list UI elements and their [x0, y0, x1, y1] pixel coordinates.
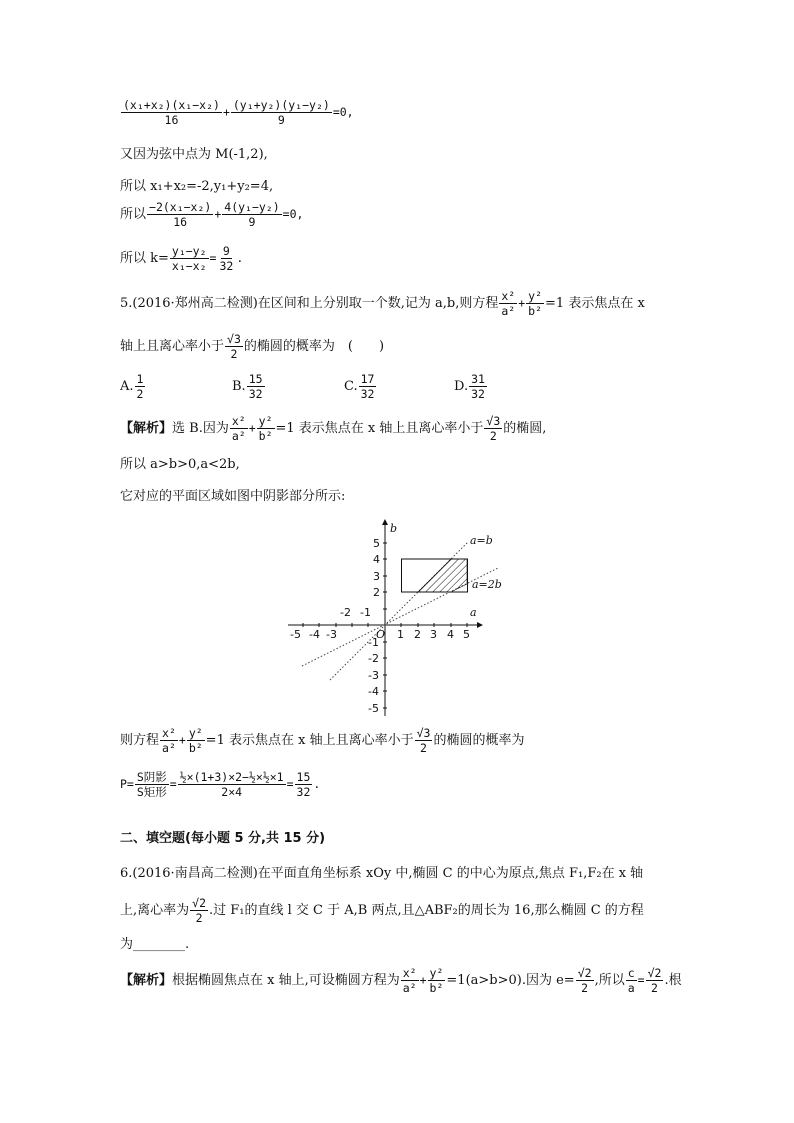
solution-5-line-2: 所以 a>b>0,a<2b,	[120, 457, 240, 472]
text-line-3: 所以 x₁+x₂=-2,y₁+y₂=4,	[120, 179, 274, 194]
solution-5-line-4	[120, 726, 524, 755]
equals-sign: =	[169, 777, 177, 791]
y-tick-label: -5	[368, 702, 379, 715]
denominator: b²	[528, 304, 543, 318]
origin-label: O	[376, 628, 386, 641]
x-tick-label: 1	[397, 628, 404, 641]
equation-tail: =0,	[282, 207, 304, 221]
text-prefix: 所以 k=	[120, 251, 169, 266]
denominator: 2	[420, 741, 427, 755]
y-tick-label: -2	[368, 652, 379, 665]
numerator: √3	[416, 726, 431, 740]
fraction	[160, 726, 178, 755]
equals-sign: =	[209, 251, 217, 265]
y-axis-name: b	[390, 522, 398, 535]
denominator: 2	[136, 387, 144, 401]
probability-formula	[120, 770, 320, 799]
numerator: √2	[577, 966, 592, 980]
denominator: a²	[162, 741, 176, 755]
text-line-2: 又因为弦中点为 M(-1,2),	[120, 147, 268, 162]
question-text: .过 F₁的直线 l 交 C 于 A,B 两点,且△ABF₂的周长为 16,那么椭圆 C 的方程	[209, 903, 644, 918]
numerator: S阴影	[136, 770, 167, 784]
fraction	[231, 98, 332, 127]
fraction	[484, 414, 502, 443]
x-tick-label: -4	[309, 628, 320, 641]
fraction	[401, 966, 419, 995]
y-tick-label: 3	[373, 570, 380, 583]
solution-text: 的椭圆,	[503, 421, 547, 436]
solution-text: 的椭圆的概率为	[433, 733, 525, 748]
shaded-region	[418, 559, 467, 592]
y-axis-arrow	[382, 519, 388, 525]
denominator: b²	[188, 741, 203, 755]
y-tick-label: 5	[373, 537, 380, 550]
numerator: √2	[192, 896, 206, 910]
denominator: 2	[581, 981, 589, 995]
numerator: x²	[402, 966, 417, 980]
fraction	[222, 200, 281, 229]
fraction	[187, 726, 205, 755]
equation-line-1	[120, 98, 354, 127]
fraction	[135, 770, 169, 799]
numerator: 15	[248, 372, 263, 386]
denominator: 32	[248, 387, 263, 401]
question-text: =1 表示焦点在 x	[545, 296, 645, 311]
plus-sign: +	[222, 105, 230, 119]
option-key: B.	[232, 379, 246, 394]
solution-5-line-3: 它对应的平面区域如图中阴影部分所示:	[120, 489, 346, 504]
question-text: 的椭圆的概率为 ( )	[243, 339, 385, 354]
denominator: 2	[230, 347, 238, 361]
denominator: 2×4	[221, 785, 243, 799]
numerator: 17	[360, 372, 375, 386]
solution-text: .根	[664, 973, 682, 988]
plus-sign: +	[419, 973, 427, 987]
denominator: 9	[248, 215, 256, 229]
x-tick-label: -2	[340, 606, 351, 619]
denominator: x₁−x₂	[171, 259, 207, 273]
question-text: 上,离心率为	[120, 903, 190, 918]
y-tick-label: 2	[373, 586, 380, 599]
denominator: 2	[195, 911, 203, 925]
denominator: 16	[173, 215, 188, 229]
numerator: √2	[647, 966, 662, 980]
solution-text: 则方程	[120, 733, 160, 748]
fraction	[178, 770, 286, 799]
denominator: a²	[501, 304, 516, 318]
equals-sign: =	[286, 777, 294, 791]
solution-text: 根据椭圆焦点在 x 轴上,可设椭圆方程为	[172, 973, 400, 988]
equation-tail: =0,	[332, 105, 354, 119]
question-text: 轴上且离心率小于	[120, 339, 225, 354]
x-tick-label: 2	[414, 628, 421, 641]
fraction	[225, 332, 243, 361]
numerator: 4(y₁−y₂)	[224, 200, 280, 214]
line-a-equals-2b-label: a=2b	[472, 578, 502, 591]
x-tick-label: -3	[326, 628, 337, 641]
plus-sign: +	[518, 296, 526, 310]
fraction	[247, 372, 265, 401]
solution-text: =1(a>b>0).因为 e=	[446, 973, 575, 988]
y-tick-label: -3	[368, 669, 379, 682]
y-tick-label: -4	[368, 685, 379, 698]
numerator: y₁−y₂	[171, 244, 207, 258]
x-axis-arrow	[477, 622, 483, 628]
denominator: a²	[231, 429, 246, 443]
numerator: c	[627, 966, 635, 980]
denominator: 16	[164, 113, 179, 127]
option-a	[120, 372, 146, 401]
fraction	[415, 726, 433, 755]
option-key: A.	[120, 379, 134, 394]
formula-tail: .	[313, 777, 321, 791]
numerator: (x₁+x₂)(x₁−x₂)	[123, 98, 220, 112]
equation-line-5	[120, 244, 243, 273]
option-key: D.	[454, 379, 469, 394]
numerator: √3	[486, 414, 501, 428]
equation-line-4	[120, 200, 303, 229]
question-5-line-1	[120, 289, 645, 318]
plus-sign: +	[214, 207, 222, 221]
numerator: x²	[231, 414, 246, 428]
text-prefix: 所以	[120, 207, 147, 222]
denominator: 2	[489, 429, 497, 443]
solution-text: =1 表示焦点在 x 轴上且离心率小于	[205, 733, 414, 748]
denominator: 32	[219, 259, 234, 273]
fraction	[359, 372, 377, 401]
denominator: b²	[258, 429, 273, 443]
fraction	[576, 966, 594, 995]
fraction	[626, 966, 637, 995]
solution-tag: 【解析】	[120, 973, 173, 988]
numerator: x²	[501, 289, 516, 303]
question-5-line-2	[120, 332, 384, 361]
fraction	[230, 414, 248, 443]
x-tick-label: 3	[430, 628, 437, 641]
question-6-line-3: 为________.	[120, 937, 190, 952]
numerator: 15	[296, 770, 311, 784]
question-text: 5.(2016·郑州高二检测)在区间和上分别取一个数,记为 a,b,则方程	[120, 296, 499, 311]
line-a-equals-2b	[302, 568, 498, 666]
numerator: 31	[471, 372, 485, 386]
fraction	[147, 200, 213, 229]
question-6-line-2	[120, 896, 644, 925]
y-tick-label: 4	[373, 553, 380, 566]
solution-5-line-1	[120, 414, 546, 443]
formula-prefix: P=	[120, 777, 134, 791]
solution-tag: 【解析】	[120, 421, 173, 436]
fraction	[170, 244, 209, 273]
numerator: 9	[222, 244, 230, 258]
fraction	[499, 289, 517, 318]
fraction	[526, 289, 544, 318]
numerator: y²	[188, 726, 203, 740]
x-axis-name: a	[470, 606, 477, 619]
option-c	[344, 372, 377, 401]
fraction	[135, 372, 146, 401]
fraction	[428, 966, 446, 995]
numerator: ½×(1+3)×2−½×½×1	[179, 770, 284, 784]
fraction	[295, 770, 313, 799]
line-a-equals-b-label: a=b	[470, 534, 493, 547]
fraction	[121, 98, 222, 127]
numerator: 1	[136, 372, 144, 386]
equals-sign: =	[637, 973, 645, 987]
denominator: a²	[402, 981, 417, 995]
fraction	[217, 244, 235, 273]
denominator: 9	[277, 113, 285, 127]
region-graph	[280, 518, 510, 718]
x-tick-label: 5	[463, 628, 470, 641]
x-tick-label: -1	[360, 606, 371, 619]
denominator: 32	[360, 387, 375, 401]
option-d	[454, 372, 488, 401]
solution-text: 选 B.因为	[172, 421, 229, 436]
option-b	[232, 372, 266, 401]
numerator: y²	[258, 414, 273, 428]
plus-sign: +	[248, 421, 256, 435]
numerator: y²	[429, 966, 444, 980]
numerator: (y₁+y₂)(y₁−y₂)	[232, 98, 330, 112]
denominator: 32	[471, 387, 485, 401]
numerator: x²	[162, 726, 176, 740]
denominator: b²	[429, 981, 444, 995]
option-key: C.	[344, 379, 358, 394]
equation-tail: .	[236, 251, 244, 265]
denominator: 2	[651, 981, 658, 995]
x-tick-label: -5	[290, 628, 301, 641]
x-tick-label: 4	[447, 628, 454, 641]
numerator: y²	[528, 289, 543, 303]
solution-6-line-1	[120, 966, 682, 995]
denominator: 32	[296, 785, 311, 799]
fraction	[646, 966, 664, 995]
numerator: √3	[227, 332, 241, 346]
section-heading: 二、填空题(每小题 5 分,共 15 分)	[120, 831, 326, 846]
fraction	[257, 414, 275, 443]
plus-sign: +	[178, 733, 186, 747]
denominator: S矩形	[136, 785, 167, 799]
denominator: a	[627, 981, 635, 995]
solution-text: ,所以	[594, 973, 625, 988]
fraction	[469, 372, 487, 401]
numerator: −2(x₁−x₂)	[149, 200, 212, 214]
question-6-line-1: 6.(2016·南昌高二检测)在平面直角坐标系 xOy 中,椭圆 C 的中心为原点,焦点 F₁,F₂在 x 轴	[120, 866, 644, 881]
fraction	[190, 896, 208, 925]
y-tick-label: -1	[368, 636, 379, 649]
solution-text: =1 表示焦点在 x 轴上且离心率小于	[275, 421, 484, 436]
